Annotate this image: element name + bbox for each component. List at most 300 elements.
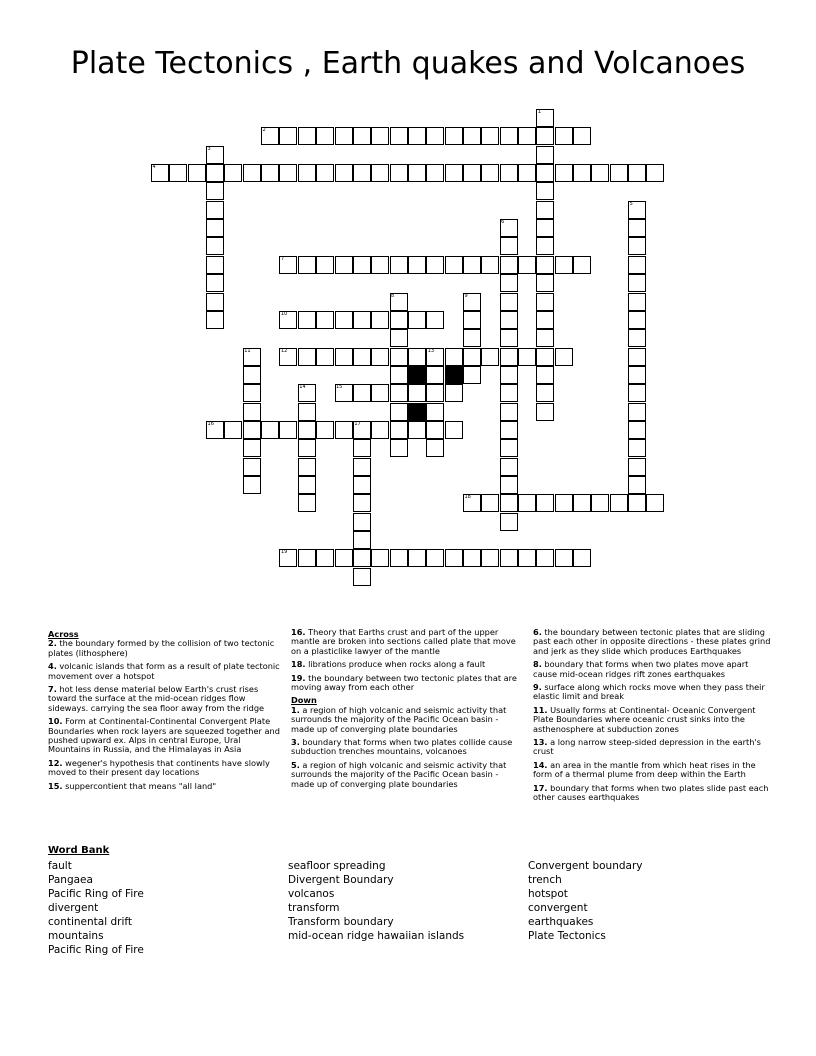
grid-cell[interactable] [500, 384, 518, 402]
grid-cell[interactable] [646, 164, 664, 182]
clue-number: 5 [629, 200, 633, 207]
grid-cell[interactable] [463, 127, 481, 145]
grid-cell[interactable] [628, 476, 646, 494]
word-bank-item: earthquakes [528, 916, 594, 928]
grid-cell[interactable] [243, 458, 261, 476]
word-bank-item: Plate Tectonics [528, 930, 606, 942]
grid-cell[interactable] [206, 237, 224, 255]
page-title: Plate Tectonics , Earth quakes and Volcanoes [70, 46, 746, 81]
clue-text: Form at Continental-Continental Convergent Plate Boundaries when rock layers are squeezed together and pushed upward ex. Alps in central Europe, Ural Mountains in Russia, and the Himalayas in Asia [48, 716, 280, 755]
grid-cell[interactable] [408, 311, 426, 329]
grid-cell[interactable] [408, 127, 426, 145]
clue-number: 12. [48, 757, 63, 768]
grid-cell[interactable] [316, 421, 334, 439]
grid-cell[interactable] [426, 403, 444, 421]
grid-cell[interactable] [426, 421, 444, 439]
grid-cell[interactable] [371, 348, 389, 366]
across-clue [291, 674, 521, 693]
grid-cell[interactable] [390, 164, 408, 182]
grid-cell[interactable] [481, 348, 499, 366]
clue-number: 2 [262, 127, 266, 134]
grid-cell[interactable] [353, 494, 371, 512]
grid-cell[interactable] [536, 366, 554, 384]
grid-cell[interactable] [335, 164, 353, 182]
clue-number: 4. [48, 661, 57, 672]
word-bank-item: Pangaea [48, 874, 93, 886]
grid-cell[interactable] [298, 476, 316, 494]
grid-cell[interactable] [224, 421, 242, 439]
grid-cell[interactable] [390, 256, 408, 274]
clue-text: a long narrow steep-sided depression in the earth's crust [533, 737, 761, 757]
grid-cell[interactable] [573, 494, 591, 512]
grid-cell[interactable] [408, 384, 426, 402]
grid-cell[interactable] [573, 127, 591, 145]
grid-cell[interactable] [628, 421, 646, 439]
clue-number: 10. [48, 716, 63, 727]
clue-text: the boundary formed by the collision of two tectonic plates (lithosphere) [48, 638, 275, 658]
clue-number: 3 [207, 145, 211, 152]
grid-cell[interactable] [536, 219, 554, 237]
word-bank-item: divergent [48, 902, 99, 914]
grid-cell[interactable] [628, 219, 646, 237]
grid-cell[interactable] [500, 549, 518, 567]
grid-cell[interactable] [261, 164, 279, 182]
grid-cell[interactable] [390, 549, 408, 567]
grid-cell[interactable] [536, 494, 554, 512]
word-bank-heading: Word Bank [48, 845, 110, 856]
grid-cell[interactable] [426, 311, 444, 329]
grid-cell[interactable] [298, 127, 316, 145]
clue-number: 13. [533, 737, 548, 748]
clue-number: 4 [152, 164, 156, 171]
grid-cell[interactable] [426, 384, 444, 402]
grid-cell[interactable] [646, 494, 664, 512]
clue-text: the boundary between tectonic plates that are sliding past each other in opposite directions - these plates grind and jerk as they slide which produces Earthquakes [533, 627, 771, 656]
grid-cell[interactable] [206, 293, 224, 311]
grid-cell[interactable] [335, 549, 353, 567]
grid-cell[interactable] [500, 164, 518, 182]
clues-column-middle [291, 628, 521, 793]
grid-cell[interactable] [353, 127, 371, 145]
grid-cell[interactable] [279, 421, 297, 439]
grid-cell[interactable] [536, 329, 554, 347]
grid-cell[interactable] [426, 549, 444, 567]
clue-number: 1 [537, 109, 542, 115]
grid-cell[interactable] [463, 549, 481, 567]
grid-cell[interactable] [353, 513, 371, 531]
grid-cell[interactable] [243, 384, 261, 402]
clue-number: 8. [533, 659, 542, 670]
clue-text: Usually forms at Continental- Oceanic Convergent Plate Boundaries where oceanic crust sinks into the asthenosphere at subduction zones [533, 704, 756, 734]
grid-cell[interactable] [500, 293, 518, 311]
grid-cell[interactable] [408, 549, 426, 567]
grid-cell[interactable] [536, 549, 554, 567]
clue-text: an area in the mantle from which heat rises in the form of a thermal plume from deep within the Earth [533, 759, 756, 780]
down-clue [291, 738, 521, 757]
grid-cell[interactable] [500, 348, 518, 366]
grid-cell[interactable] [536, 201, 554, 219]
across-clue [48, 759, 280, 778]
clue-number: 15 [336, 384, 343, 391]
grid-cell[interactable] [628, 384, 646, 402]
grid-cell[interactable] [536, 403, 554, 421]
grid-cell[interactable] [353, 256, 371, 274]
grid-cell[interactable] [298, 164, 316, 182]
grid-cell[interactable] [500, 439, 518, 457]
grid-cell[interactable] [371, 421, 389, 439]
grid-cell[interactable] [536, 164, 554, 182]
grid-cell[interactable] [445, 549, 463, 567]
across-clue [48, 639, 280, 658]
grid-cell[interactable] [500, 329, 518, 347]
clue-number: 1. [291, 704, 300, 715]
grid-cell[interactable] [445, 384, 463, 402]
grid-cell[interactable] [316, 348, 334, 366]
clue-number: 6. [533, 627, 542, 637]
grid-cell[interactable] [628, 311, 646, 329]
clue-number: 6 [501, 219, 505, 226]
grid-cell[interactable] [445, 348, 463, 366]
grid-cell[interactable] [536, 256, 554, 274]
down-clue [291, 761, 521, 789]
grid-cell[interactable] [316, 311, 334, 329]
grid-cell[interactable] [335, 256, 353, 274]
grid-cell[interactable] [628, 403, 646, 421]
grid-cell[interactable] [335, 127, 353, 145]
grid-cell[interactable] [206, 201, 224, 219]
down-clue [533, 761, 771, 780]
grid-cell[interactable] [390, 127, 408, 145]
grid-cell[interactable] [335, 348, 353, 366]
clue-number: 13 [427, 347, 435, 354]
grid-cell[interactable] [390, 329, 408, 347]
clue-number: 2. [48, 638, 57, 649]
grid-cell[interactable] [610, 164, 628, 182]
word-bank-item: Transform boundary [288, 916, 394, 928]
grid-cell[interactable] [445, 164, 463, 182]
grid-cell[interactable] [298, 348, 316, 366]
clue-number: 7. [48, 684, 57, 695]
grid-cell[interactable] [628, 366, 646, 384]
grid-cell[interactable] [353, 164, 371, 182]
grid-cell[interactable] [206, 256, 224, 274]
word-bank-item: convergent [528, 902, 588, 914]
grid-cell[interactable] [500, 366, 518, 384]
clue-text: wegener's hypothesis that continents have slowly moved to their present day locations [48, 757, 270, 778]
down-clue [533, 738, 771, 757]
blocked-cell [445, 366, 463, 384]
down-clue [533, 683, 771, 702]
grid-cell[interactable] [591, 164, 609, 182]
grid-cell[interactable] [353, 476, 371, 494]
grid-cell[interactable] [518, 348, 536, 366]
grid-cell[interactable] [316, 549, 334, 567]
word-bank-item: trench [528, 874, 562, 886]
grid-cell[interactable] [426, 366, 444, 384]
grid-cell[interactable] [463, 256, 481, 274]
word-bank-item: seafloor spreading [288, 860, 386, 872]
clue-number: 9 [464, 292, 468, 299]
grid-cell[interactable] [298, 256, 316, 274]
grid-cell[interactable] [555, 256, 573, 274]
clue-text: boundary that forms when two plates move apart cause mid-ocean ridges rift zones earthquakes [533, 659, 749, 679]
grid-cell[interactable] [463, 329, 481, 347]
grid-cell[interactable] [518, 164, 536, 182]
grid-cell[interactable] [426, 256, 444, 274]
clue-number: 11. [533, 704, 548, 715]
grid-cell[interactable] [500, 494, 518, 512]
clue-number: 17 [354, 420, 361, 427]
grid-cell[interactable] [518, 494, 536, 512]
grid-cell[interactable] [243, 164, 261, 182]
grid-cell[interactable] [243, 403, 261, 421]
grid-cell[interactable] [500, 127, 518, 145]
grid-cell[interactable] [536, 182, 554, 200]
grid-cell[interactable] [463, 348, 481, 366]
grid-cell[interactable] [390, 384, 408, 402]
clue-number: 11 [244, 347, 251, 354]
grid-cell[interactable] [408, 256, 426, 274]
across-clue [48, 662, 280, 681]
grid-cell[interactable] [298, 458, 316, 476]
grid-cell[interactable] [371, 256, 389, 274]
grid-cell[interactable] [628, 274, 646, 292]
grid-cell[interactable] [206, 219, 224, 237]
grid-cell[interactable] [536, 293, 554, 311]
grid-cell[interactable] [390, 421, 408, 439]
clue-text: a region of high volcanic and seismic activity that surrounds the majority of the Pacific Ocean basin - made up of converging plate boundaries [291, 704, 507, 734]
grid-cell[interactable] [555, 549, 573, 567]
word-bank-item: continental drift [48, 916, 132, 928]
grid-cell[interactable] [353, 439, 371, 457]
down-clue [533, 784, 771, 803]
grid-cell[interactable] [500, 476, 518, 494]
across-clue [48, 782, 280, 791]
grid-cell[interactable] [500, 274, 518, 292]
clue-number: 16 [207, 420, 214, 427]
clue-number: 17. [533, 782, 548, 793]
clue-number: 14. [533, 759, 548, 770]
word-bank-item: Divergent Boundary [288, 874, 394, 886]
grid-cell[interactable] [408, 348, 426, 366]
clue-text: boundary that forms when two plates collide cause subduction trenches mountains, volcanoes [291, 737, 513, 757]
grid-cell[interactable] [628, 256, 646, 274]
across-clue [48, 685, 280, 713]
grid-cell[interactable] [316, 164, 334, 182]
clue-number: 19 [280, 549, 288, 556]
grid-cell[interactable] [298, 494, 316, 512]
grid-cell[interactable] [335, 421, 353, 439]
grid-cell[interactable] [408, 421, 426, 439]
word-bank-item: fault [48, 860, 72, 872]
grid-cell[interactable] [536, 146, 554, 164]
grid-cell[interactable] [243, 366, 261, 384]
grid-cell[interactable] [316, 127, 334, 145]
grid-cell[interactable] [206, 311, 224, 329]
grid-cell[interactable] [500, 256, 518, 274]
grid-cell[interactable] [628, 293, 646, 311]
grid-cell[interactable] [279, 127, 297, 145]
across-clue [291, 660, 521, 669]
grid-cell[interactable] [353, 549, 371, 567]
word-bank-item: hotspot [528, 888, 568, 900]
clue-number: 3. [291, 737, 300, 748]
grid-cell[interactable] [536, 348, 554, 366]
grid-cell[interactable] [463, 366, 481, 384]
clue-number: 7 [280, 255, 285, 262]
clue-text: a region of high volcanic and seismic activity that surrounds the majority of the Pacific Ocean basin - made up of converging plate boundaries [291, 759, 507, 789]
grid-cell[interactable] [500, 237, 518, 255]
grid-cell[interactable] [371, 164, 389, 182]
clue-number: 18 [464, 494, 471, 501]
grid-cell[interactable] [298, 549, 316, 567]
grid-cell[interactable] [316, 256, 334, 274]
grid-cell[interactable] [298, 311, 316, 329]
clue-number: 10 [280, 310, 288, 317]
down-heading: Down [291, 695, 317, 706]
word-bank-item: Pacific Ring of Fire [48, 944, 144, 956]
grid-cell[interactable] [353, 384, 371, 402]
grid-cell[interactable] [445, 256, 463, 274]
grid-cell[interactable] [206, 182, 224, 200]
grid-cell[interactable] [573, 549, 591, 567]
grid-cell[interactable] [426, 127, 444, 145]
grid-cell[interactable] [463, 164, 481, 182]
grid-cell[interactable] [206, 164, 224, 182]
clues-column-right [533, 628, 771, 807]
clue-number: 19. [291, 672, 306, 683]
grid-cell[interactable] [353, 568, 371, 586]
grid-cell[interactable] [298, 439, 316, 457]
grid-cell[interactable] [298, 403, 316, 421]
grid-cell[interactable] [390, 439, 408, 457]
grid-cell[interactable] [481, 256, 499, 274]
grid-cell[interactable] [463, 311, 481, 329]
grid-cell[interactable] [573, 256, 591, 274]
across-clue [48, 717, 280, 755]
clue-text: suppercontient that means "all land" [62, 780, 217, 791]
word-bank-column-3 [528, 859, 642, 943]
grid-cell[interactable] [536, 311, 554, 329]
grid-cell[interactable] [500, 421, 518, 439]
grid-cell[interactable] [481, 549, 499, 567]
grid-cell[interactable] [481, 494, 499, 512]
grid-cell[interactable] [261, 421, 279, 439]
clue-number: 9. [533, 682, 542, 693]
grid-cell[interactable] [481, 127, 499, 145]
grid-cell[interactable] [390, 348, 408, 366]
blocked-cell [408, 366, 426, 384]
grid-cell[interactable] [335, 311, 353, 329]
grid-cell[interactable] [353, 531, 371, 549]
word-bank-item: transform [288, 902, 340, 914]
grid-cell[interactable] [500, 513, 518, 531]
grid-cell[interactable] [353, 311, 371, 329]
clue-text: Theory that Earths crust and part of the upper mantle are broken into sections called plate that move on a plasticlike lawyer of the mantle [291, 627, 516, 656]
grid-cell[interactable] [500, 311, 518, 329]
clue-text: surface along which rocks move when they pass their elastic limit and break [533, 682, 765, 702]
clue-text: the boundary between two tectonic plates that are moving away from each other [291, 672, 517, 693]
grid-cell[interactable] [591, 494, 609, 512]
grid-cell[interactable] [224, 164, 242, 182]
grid-cell[interactable] [169, 164, 187, 182]
grid-cell[interactable] [536, 384, 554, 402]
grid-cell[interactable] [390, 311, 408, 329]
grid-cell[interactable] [610, 494, 628, 512]
word-bank-column-2 [288, 859, 464, 943]
clue-text: hot less dense material below Earth's crust rises toward the surface at the mid-ocean ridges flow sideways. carrying the sea floor away from the ridge [48, 684, 265, 713]
word-bank-item: mid-ocean ridge hawaiian islands [288, 930, 465, 942]
grid-cell[interactable] [188, 164, 206, 182]
grid-cell[interactable] [445, 421, 463, 439]
grid-cell[interactable] [518, 256, 536, 274]
grid-cell[interactable] [518, 549, 536, 567]
grid-cell[interactable] [573, 164, 591, 182]
down-clue [533, 660, 771, 679]
down-clue [291, 706, 521, 734]
clue-number: 18. [291, 659, 306, 670]
grid-cell[interactable] [206, 274, 224, 292]
grid-cell[interactable] [628, 439, 646, 457]
grid-cell[interactable] [408, 164, 426, 182]
grid-cell[interactable] [536, 274, 554, 292]
grid-cell[interactable] [518, 127, 536, 145]
grid-cell[interactable] [243, 476, 261, 494]
grid-cell[interactable] [536, 237, 554, 255]
grid-cell[interactable] [353, 458, 371, 476]
grid-cell[interactable] [628, 237, 646, 255]
word-bank-item: Convergent boundary [528, 860, 643, 872]
grid-cell[interactable] [390, 403, 408, 421]
grid-cell[interactable] [500, 403, 518, 421]
grid-cell[interactable] [371, 384, 389, 402]
grid-cell[interactable] [628, 348, 646, 366]
grid-cell[interactable] [445, 127, 463, 145]
grid-cell[interactable] [536, 127, 554, 145]
grid-cell[interactable] [353, 348, 371, 366]
grid-cell[interactable] [426, 439, 444, 457]
grid-cell[interactable] [481, 164, 499, 182]
word-bank-item: volcanos [288, 888, 335, 900]
grid-cell[interactable] [243, 439, 261, 457]
clue-number: 8 [391, 292, 395, 299]
grid-cell[interactable] [390, 366, 408, 384]
clue-text: boundary that forms when two plates slide past each other causes earthquakes [533, 782, 769, 803]
grid-cell[interactable] [371, 127, 389, 145]
blocked-cell [408, 403, 426, 421]
grid-cell[interactable] [555, 348, 573, 366]
grid-cell[interactable] [555, 127, 573, 145]
grid-cell[interactable] [628, 458, 646, 476]
word-bank-column-1 [48, 859, 144, 957]
grid-cell[interactable] [371, 549, 389, 567]
grid-cell[interactable] [555, 494, 573, 512]
across-heading: Across [48, 629, 79, 639]
grid-cell[interactable] [426, 164, 444, 182]
grid-cell[interactable] [628, 164, 646, 182]
grid-cell[interactable] [555, 164, 573, 182]
grid-cell[interactable] [298, 421, 316, 439]
grid-cell[interactable] [628, 494, 646, 512]
grid-cell[interactable] [371, 311, 389, 329]
grid-cell[interactable] [628, 329, 646, 347]
clue-number: 12 [280, 347, 288, 354]
grid-cell[interactable] [279, 164, 297, 182]
grid-cell[interactable] [500, 458, 518, 476]
clue-text: volcanic islands that form as a result of plate tectonic movement over a hotspot [48, 661, 280, 681]
grid-cell[interactable] [243, 421, 261, 439]
word-bank-item: mountains [48, 930, 104, 942]
